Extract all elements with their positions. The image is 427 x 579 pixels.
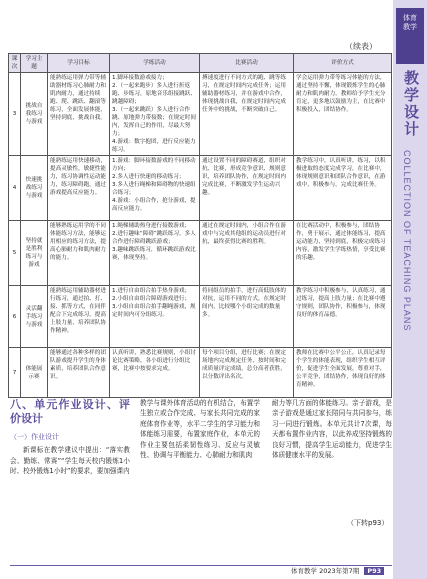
cell-eval: 学会运用弹力带等练习体能的方法，通过坚持不懈，体现锻炼学生的心肺耐力和肌肉耐力，教师给予学生充分肯定，更多地以鼓励为主，在比赛中积极投入，团结协作。 xyxy=(294,73,392,156)
section-subtitle: （一）作业设计 xyxy=(10,433,59,441)
header-theme: 学习主题 xyxy=(21,54,48,73)
cell-eval: 教学练习中，认真听讲，练习，以积极进取的态度完成学习，在比赛中，体现规则意识和团队合作意识，在游戏中，积极参与，完成比赛任务。 xyxy=(294,156,392,221)
header-eval: 评价方式 xyxy=(294,54,392,73)
side-band xyxy=(393,0,427,579)
continued-next-label: （下转p93） xyxy=(347,519,389,527)
cell-no: 4 xyxy=(9,156,21,221)
text-column-1 xyxy=(10,398,130,477)
cell-goal: 能熟练运用弹力带等辅助器材练习心肺耐力和肌肉耐力，通过持续跑、爬、跳跃、翻滚等练习，全面发展体能，坚持到底，挑战自我。 xyxy=(48,73,110,156)
cell-theme: 体能展示赛 xyxy=(21,348,48,398)
cell-activity: 1.游戏：脚环接数游戏的不同移动方向； 2.多人进行快速的移动练习； 3.多人进行绳梯和障碍物的快速组合练习； 4.游戏：小组合作，抢分游戏，提高反应能力。 xyxy=(110,156,200,221)
journal-logo xyxy=(396,8,424,64)
cell-activity: 1.绳梯辅助热身进行接数游戏； 2.进行趣味“障碍”跳跃练习，多人合作进行障碍跳跃游戏； 3.趣味跳跃练习，循环跳跃游戏比赛，体现坚持。 xyxy=(110,221,200,286)
text-column-3 xyxy=(272,398,392,460)
table-row xyxy=(9,156,392,221)
column-title-cn: 教学设计 xyxy=(402,70,420,138)
cell-goal: 能够通过各种多样的团队游戏提升学生的身体素质，培养团队合作意识。 xyxy=(48,348,110,398)
cell-theme: 灵活翻手练习与游戏 xyxy=(21,286,48,348)
table-header-row xyxy=(9,54,392,73)
header-goal: 学习目标 xyxy=(48,54,110,73)
cell-match: 每个项目分组，进行比赛；在规定场地内完成规定任务，按时间和完成质量评定成绩，总分高者获胜，以分数评出名次。 xyxy=(200,348,294,398)
cell-goal: 能够熟练运用学的不同体能练习方法，能够运用相应的练习方法，提高心肺耐力和肌肉耐力的能力。 xyxy=(48,221,110,286)
cell-theme: 快速挑战练习与游戏 xyxy=(21,156,48,221)
cell-theme: 坚持就是胜利练习与游戏 xyxy=(21,221,48,286)
footer-issue: 2023年第7期 xyxy=(319,567,360,575)
cell-match: 通过在规定时间内，小组合作在游戏中与完成其他组的运动员进行对抗，最终获得比赛的胜利。 xyxy=(200,221,294,286)
section-title: 八、单元作业设计、评价设计 xyxy=(10,398,130,425)
table-row xyxy=(9,73,392,156)
lesson-table-wrap xyxy=(8,53,391,398)
cell-activity: 1.进行自由组合拍手热身游戏； 2.小组自由组合障碍游戏进行； 3.小组自由组合拍手翻绳游戏，规定时间内可分组练习。 xyxy=(110,286,200,348)
cell-activity: 认真听讲，熟悉比赛规则，小组讨论比赛策略，各小组进行分组比赛，比赛中按要求完成。 xyxy=(110,348,200,398)
paragraph: 耐力等几方面的体能练习。亲子游戏，是亲子游戏是通过家长陪同与共同参与，练习一同进行锻炼。本单元共计7次课，每天都布置作业内容，以此养成坚持锻炼的良好习惯，提高学生运动能力，促进学生体质健康水平的发展。 xyxy=(272,399,392,460)
cell-eval: 在比赛活动中，积极参与，团结协作，勇于展示，通过体能练习，提高运动能力，坚持到底，积极完成练习内容，激发学生学练热情，享受比赛的乐趣。 xyxy=(294,221,392,286)
table-row xyxy=(9,286,392,348)
header-activity: 学练活动 xyxy=(110,54,200,73)
cell-match: 搏速度进行不同方式的跑、跳等练习，在规定时间内完成任务；运用辅助器材练习，并在游戏中合作，体现挑战自我，在规定时间内完成任务中的挑战，不断突破自己。 xyxy=(200,73,294,156)
cell-eval: 教学练习中积极参与，认真练习，通过练习，提高上肢力量；在比赛中遵守规则，团队协作，积极参与，体现良好的体育品德。 xyxy=(294,286,392,348)
logo-line: 教学 xyxy=(403,23,417,31)
cell-no: 7 xyxy=(9,348,21,398)
cell-match: 通过设置不同的障碍赛道，组织对抗、比赛，形成竞争意识、规则意识，培养团队协作，在规定时间内完成比赛，不断激发学生运动兴趣。 xyxy=(200,156,294,221)
cell-match: 将同组员的拍手，进行高低肢体的对抗，运用不同的方式，在规定时间内，比较哪个小组完成的数量多。 xyxy=(200,286,294,348)
cell-goal: 能熟练运用辅助器材进行练习，通过拍、打、接、抓等方式，在同伴配合下完成练习，提高上肢力量，培养团队协作精神。 xyxy=(48,286,110,348)
cell-theme: 挑战自我练习与游戏 xyxy=(21,73,48,156)
lesson-table xyxy=(8,53,392,398)
cell-no: 6 xyxy=(9,286,21,348)
cell-activity: 1.脚环接数游戏接力； 2.（一起来跑步）多人进行折返跑、步练习，原地音乐组接跳跃、跳越障碍； 3.（一起来跳跃）多人进行合作跳、原地弹力带接数；在规定时间内，发挥自己的作用，尽最大努力； 4.游戏：数字抱团，进行反应能力练习。 xyxy=(110,73,200,156)
page-number: P93 xyxy=(364,567,384,575)
paragraph: 新课标在教学建议中提出：“落实教会、勤练、常赛”“学生每天校内锻炼1小时、校外锻炼1小时”的要求，要加强课内 xyxy=(10,446,130,476)
logo-line: 体育 xyxy=(403,14,417,22)
page-footer xyxy=(291,566,384,575)
footer-journal: 体育教学 xyxy=(291,567,317,575)
article-body xyxy=(10,398,396,548)
cell-goal: 能熟练运用快速移动，提高灵敏性，敏捷性能力，练习协调性运动能力，练习障碍跑，通过游戏提高反应能力。 xyxy=(48,156,110,221)
column-title-en: COLLECTION OF TEACHING PLANS xyxy=(402,150,412,332)
paragraph: 教学与课外体育活动的有机结合，布置学生独立或合作完成、与家长共同完成的家庭体育作业等，水平二学生的学习能力和体能练习需要，布置家庭作业，本单元的作业主要包括柔韧性练习、反应与灵敏性、协调与平衡能力、心肺耐力和肌肉 xyxy=(140,399,260,460)
table-row xyxy=(9,348,392,398)
cell-no: 3 xyxy=(9,73,21,156)
cell-no: 5 xyxy=(9,221,21,286)
header-no: 课次 xyxy=(9,54,21,73)
text-column-2 xyxy=(140,398,260,460)
cell-eval: 教师在比赛中公平公正，认真记录每个学生的体能表现，组织学生相互评价，促进学生全面发展，尊重对手，公平竞争，团结协作，体现良好的体育精神。 xyxy=(294,348,392,398)
continued-label: （续表） xyxy=(345,42,377,51)
header-match: 比赛活动 xyxy=(200,54,294,73)
table-row xyxy=(9,221,392,286)
